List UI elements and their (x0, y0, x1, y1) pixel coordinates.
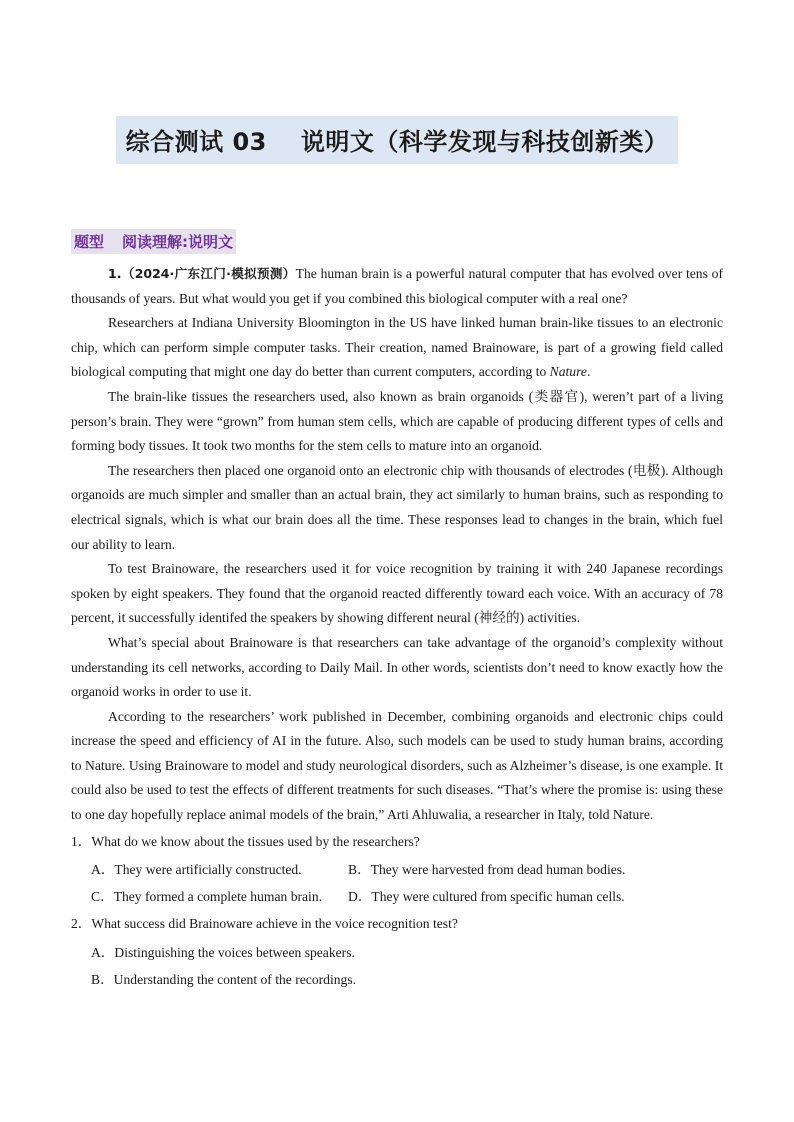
question-1 (71, 828, 723, 911)
passage-source: （2024·广东江门·模拟预测） (121, 266, 296, 281)
question-2-stem: 2．What success did Brainoware achieve in the voice recognition test? (71, 916, 458, 932)
paragraph-2-end: . (586, 364, 591, 380)
question-2-option-a[interactable]: A．Distinguishing the voices between speakers. (91, 944, 355, 960)
passage-paragraph-6: What’s special about Brainoware is that researchers can take advantage of the organoid’s complexity without understanding its cell networks, according to Daily Mail. In other words, scientists don’t need to know exactly how the organoid works in order to use it. (71, 634, 723, 700)
title-part-1: 综合测试 03 (125, 128, 267, 156)
question-2 (71, 910, 723, 993)
passage-paragraph-7: According to the researchers’ work published in December, combining organoids and electronic chips could increase the speed and efficiency of AI in the future. Also, such models can be used to study human brains, according to Nature. Using Brainoware to model and study neurological disorders, such as Alzheimer’s disease, is one example. It could also be used to test the effects of different treatments for such diseases. “That’s where the promise is: using these to one day hopefully replace animal models of the brain,” Arti Ahluwalia, a researcher in Italy, told Nature. (71, 708, 723, 823)
section-type: 题型 (74, 233, 105, 251)
passage-paragraph-2 (71, 311, 723, 385)
paragraph-2-text: Researchers at Indiana University Bloomington in the US have linked human brain-like tissues to an electronic chip, which can perform simple computer tasks. Their creation, named Brainoware, is part of a growing field called biological computing that might one day do better than current computers, according to (71, 315, 723, 380)
question-1-option-c[interactable]: C．They formed a complete human brain. (91, 889, 323, 905)
question-2-options (71, 937, 723, 993)
section-label (71, 229, 236, 254)
question-2-option-b[interactable]: B．Understanding the content of the recordings. (91, 971, 357, 987)
passage-number: 1. (108, 266, 122, 281)
question-1-options (71, 854, 723, 910)
passage-paragraph-1 (71, 262, 723, 311)
question-1-option-a[interactable]: A．They were artificially constructed. (91, 862, 302, 878)
passage-paragraph-3: The brain-like tissues the researchers used, also known as brain organoids (类器官), weren’t part of a living person’s brain. They were “grown” from human stem cells, which are capable of producing different types of cells and forming body tissues. It took two months for the stem cells to mature into an organoid. (71, 388, 723, 454)
section-name: 阅读理解:说明文 (122, 233, 234, 251)
page-title (116, 116, 679, 164)
paragraph-1-text: The human brain is a powerful natural computer that has evolved over tens of thousands of years. But what would you get if you combined this biological computer with a real one? (71, 266, 723, 306)
question-1-option-d[interactable]: D．They were cultured from specific human cells. (348, 889, 625, 905)
title-part-2: 说明文（科学发现与科技创新类） (300, 128, 669, 156)
reading-passage (71, 262, 723, 993)
question-1-option-b[interactable]: B．They were harvested from dead human bodies. (348, 862, 626, 878)
paragraph-2-source-italic: Nature (549, 364, 587, 380)
passage-paragraph-4: The researchers then placed one organoid onto an electronic chip with thousands of electrodes (电极). Although organoids are much simpler and smaller than an actual brain, they act similarly to human brains, such as responding to electrical signals, which is what our brain does all the time. These responses lead to changes in the brain, which fuel our ability to learn. (71, 462, 723, 552)
title-area (0, 116, 794, 164)
question-1-stem: 1．What do we know about the tissues used by the researchers? (71, 833, 420, 849)
passage-paragraph-5: To test Brainoware, the researchers used it for voice recognition by training it with 240 Japanese recordings spoken by eight speakers. They found that the organoid reacted differently toward each voice. With an accuracy of 78 percent, it successfully identifed the speakers by showing different neural (神经的) activities. (71, 561, 723, 626)
